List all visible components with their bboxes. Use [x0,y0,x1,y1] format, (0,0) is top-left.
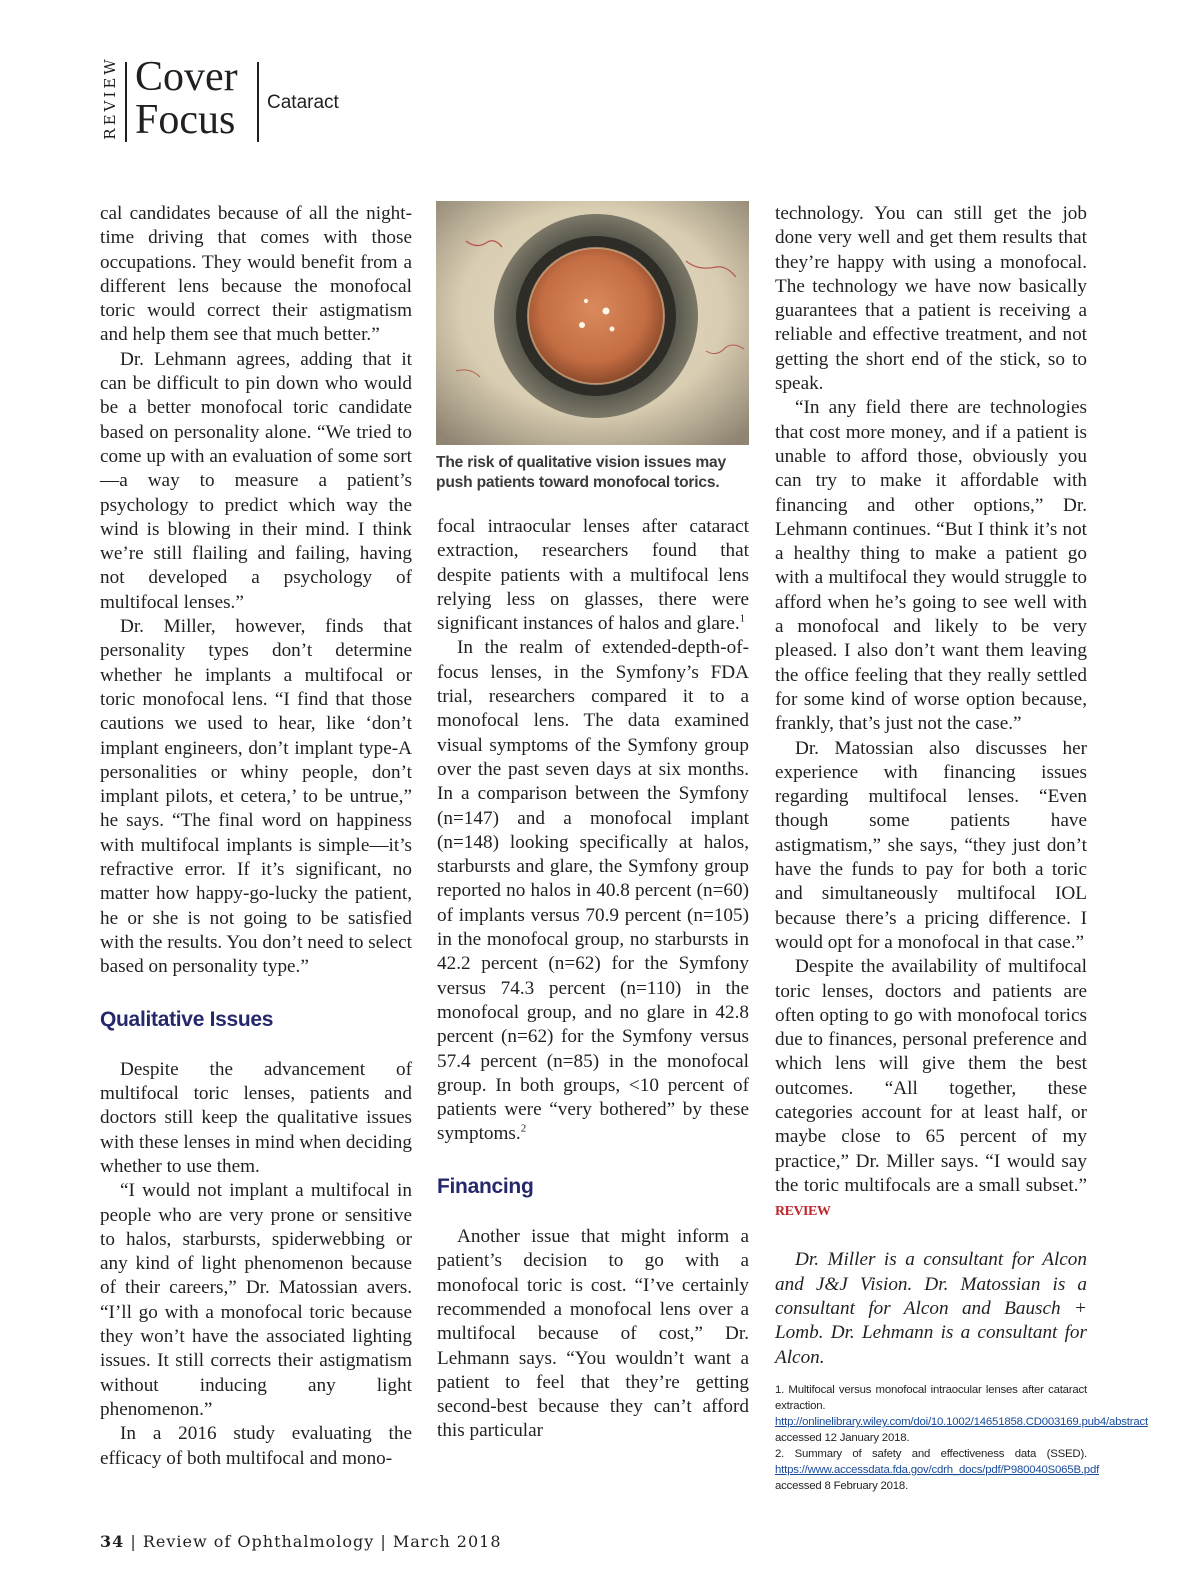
paragraph: Another issue that might inform a patient’s decision to go with a monofocal toric is cost. “I’ve certainly recommended a monofocal lens over a multifocal because of cost,” Dr. Lehmann says. “You wouldn’t want a patient to feel that they’re getting second-best because they can’t afford this particular [437,1226,749,1442]
paragraph: Dr. Matossian also discusses her experience with financing issues regarding multifocal lenses. “Even though some patients have astigmatism,” she says, “they just don’t have the funds to pay for both a toric and simultaneously multifocal IOL because there’s a pricing difference. I would opt for a monofocal in that case.” [775,737,1087,953]
title-line-2: Focus [135,97,236,143]
column-3 [775,202,1148,1494]
page-number: 34 [100,1532,125,1551]
reference-link[interactable]: http://onlinelibrary.wiley.com/doi/10.1002/14651858.CD003169.pub4/abstract [775,1415,1148,1428]
paragraph: cal candidates because of all the night-time driving that comes with those occupations. They would benefit from a different lens because the monofocal toric would correct their astigmatism and help them see that much better.” [100,203,412,346]
review-vertical-label: REVIEW [101,56,119,140]
reference-2: 2. Summary of safety and effectiveness data (SSED). https://www.accessdata.fda.gov/cdrh_docs/pdf/P980040S065B.pdf accessed 8 February 2018. [775,1447,1100,1492]
paragraph: technology. You can still get the job done very well and get them results that they’re happy with using a monofocal. The technology we have now basically guarantees that a patient is receiving a reliable and effective treatment, and not getting the short end of the stick, so to speak. [775,203,1087,395]
section-label: Cataract [267,92,339,113]
paragraph: In the realm of extended-depth-of-focus lenses, in the Symfony’s FDA trial, researchers compared it to a monofocal lens. The data examined visual symptoms of the Symfony group over the past seven days at six months. In a comparison between the Symfony (n=147) and a monofocal implant (n=148) looking specifically at halos, starbursts and glare, the Symfony group reported no halos in 40.8 percent (n=60) of implants versus 70.9 percent (n=105) in the monofocal group, no starbursts in 42.2 percent (n=62) for the Symfony versus 74.3 percent (n=110) in the monofocal group, and no glare in 42.8 percent (n=62) for the Symfony versus 57.4 percent (n=85) in the monofocal group. In both groups, <10 percent of patients were “very bothered” by these symptoms.$^2$ [437,637,749,1145]
footer-separator: | [380,1532,393,1551]
figure-caption: The risk of qualitative vision issues may push patients toward monofocal torics. [436,454,726,491]
eye-illustration [436,201,749,445]
paragraph: “In any field there are technologies that cost more money, and if a patient is unable to afford those, obviously you can try to make it affordable with financing and other options,” Dr. Lehmann continues. “But I think it’s not a healthy thing to make a patient go with a multifocal they would struggle to afford when he’s going to see well with a monofocal and likely to be very pleased. I also don’t want them leaving the office feeling that they really settled for some kind of worse option because, frankly, that’s just not the case.” [775,397,1087,735]
paragraph: Despite the availability of multifocal toric lenses, doctors and patients are often opting to go with monofocal torics due to finances, personal preference and which lens will give them the best outcomes. “All together, these categories account for at least half, or maybe close to 65 percent of my practice,” Dr. Miller says. “I would say the toric multifocals are a small subset.” REVIEW [775,956,1087,1220]
publication-name: Review of Ophthalmology [142,1532,375,1551]
paragraph: In a 2016 study evaluating the efficacy of both multifocal and mono- [100,1423,412,1469]
subheading-financing: Financing [437,1174,534,1198]
page-footer [100,1532,502,1551]
column-1 [100,202,412,1471]
reference-1: 1. Multifocal versus monofocal intraocular lenses after cataract extraction. http://onlinelibrary.wiley.com/doi/10.1002/14651858.CD003169.pub4/abstract accessed 12 January 2018. [775,1383,1148,1444]
header-divider [257,62,259,142]
column-2 [437,515,749,1444]
paragraph: focal intraocular lenses after cataract extraction, researchers found that despite patients with a multifocal lens relying less on glasses, there were significant instances of halos and glare.$^1$ [437,516,749,635]
title-line-1: Cover [135,54,238,100]
cover-focus-title [135,56,238,142]
subheading-qualitative-issues: Qualitative Issues [100,1007,274,1031]
reference-link[interactable]: https://www.accessdata.fda.gov/cdrh_docs/pdf/P980040S065B.pdf [775,1463,1100,1476]
paragraph: Despite the advancement of multifocal toric lenses, patients and doctors still keep the qualitative issues with these lenses in mind when deciding whether to use them. [100,1058,412,1177]
paragraph: Dr. Miller, however, finds that personality types don’t determine whether he implants a multifocal or toric monofocal lens. “I find that those cautions we used to hear, like ‘don’t implant engineers, don’t implant type-A personalities or whiny people, don’t implant pilots, et cetera,’ to be untrue,” he says. “The final word on happiness with multifocal implants is simple—it’s refractive error. If it’s significant, no matter how happy-go-lucky the patient, he or she is not going to be satisfied with the results. You don’t need to select based on personality type.” [100,616,412,978]
header-divider [125,62,127,142]
author-disclosure: Dr. Miller is a consultant for Alcon and J&J Vision. Dr. Matossian is a consultant for Alcon and Bausch + Lomb. Dr. Lehmann is a consultant for Alcon. [775,1249,1087,1368]
paragraph: Dr. Lehmann agrees, adding that it can be difficult to pin down who would be a better monofocal toric candidate based on personality alone. “We tried to come up with an evaluation of some sort—a way to measure a patient’s psychology to predict which way the wind is blowing in their mind. I think we’re still flailing and failing, having not developed a psychology of multifocal lenses.” [100,348,412,613]
footnote-ref: 2 [520,1123,527,1136]
issue-date: March 2018 [392,1532,502,1551]
footnote-ref: 1 [739,612,746,625]
references [775,1382,1148,1494]
eye-photo [436,201,749,445]
paragraph: “I would not implant a multifocal in people who are very prone or sensitive to halos, starbursts, spiderwebbing or any kind of light phenomenon because of their careers,” Dr. Matossian avers. “I’ll go with a monofocal toric because they won’t have the associated lighting issues. It still corrects their astigmatism without inducing any light phenomenon.” [100,1180,412,1420]
end-mark: REVIEW [775,1204,831,1220]
footer-separator: | [130,1532,143,1551]
